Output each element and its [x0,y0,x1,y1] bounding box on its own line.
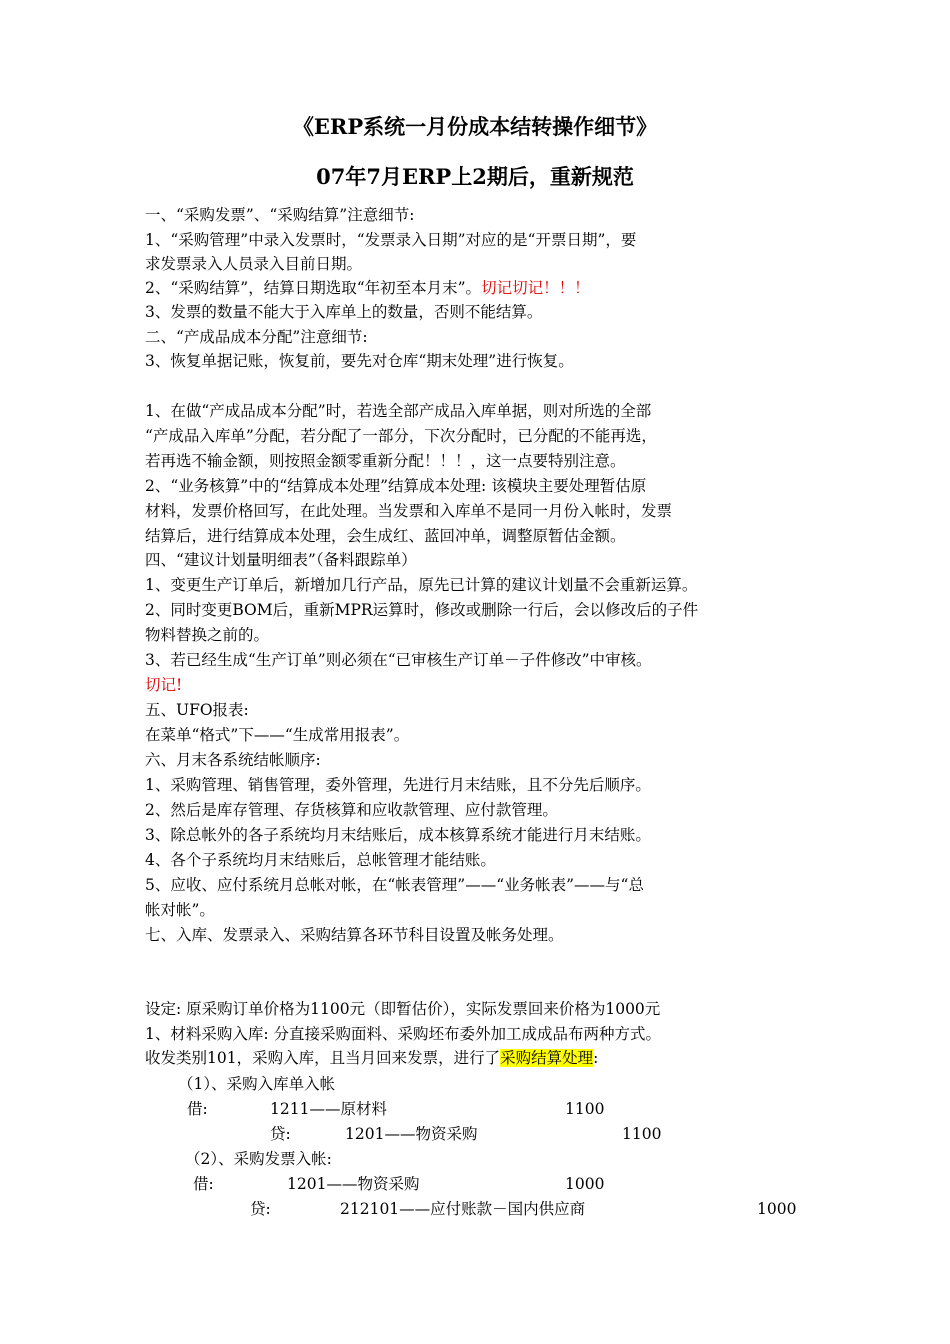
text-line: 3、发票的数量不能大于入库单上的数量，否则不能结算。 [145,303,543,321]
text-line: 若再选不输金额，则按照金额零重新分配！！！，这一点要特别注意。 [145,452,626,470]
text-line: 帐对帐”。 [145,901,215,919]
text-line: 求发票录入人员录入目前日期。 [145,255,363,273]
text-segment: 2、“采购结算”，结算日期选取“年初至本月末”。 [145,279,482,297]
section-6-heading: 六、月末各系统结帐顺序: [145,751,321,769]
text-line: 1、材料采购入库: 分直接采购面料、采购坯布委外加工成成品布两种方式。 [145,1025,662,1043]
highlighted-text: 采购结算处理 [500,1049,594,1067]
entry-1-debit-account: 1211——原材料 [270,1100,387,1118]
section-7-heading: 七、入库、发票录入、采购结算各环节科目设置及帐务处理。 [145,926,564,944]
text-line: 材料，发票价格回写，在此处理。当发票和入库单不是同一月份入帐时，发票 [145,502,673,520]
entry-1-debit-amount: 1100 [565,1100,605,1118]
entry-2-credit-amount: 1000 [757,1200,797,1218]
text-line: 2、然后是库存管理、存货核算和应收款管理、应付款管理。 [145,801,558,819]
text-line: 5、应收、应付系统月总帐对帐，在“帐表管理”——“业务帐表”——与“总 [145,876,644,894]
text-line: 设定: 原采购订单价格为1100元（即暂估价），实际发票回来价格为1000元 [145,1000,661,1018]
text-line: 4、各个子系统均月末结账后，总帐管理才能结账。 [145,851,496,869]
text-line: 在菜单“格式”下——“生成常用报表”。 [145,726,410,744]
entry-1-credit-amount: 1100 [622,1125,662,1143]
entry-1-title: （1）、采购入库单入帐 [178,1075,336,1093]
text-line: 3、恢复单据记账，恢复前，要先对仓库“期末处理”进行恢复。 [145,352,574,370]
entry-1-debit-label: 借: [187,1100,208,1118]
text-line: “产成品入库单”分配，若分配了一部分，下次分配时，已分配的不能再选， [145,427,657,445]
entry-1-credit-account: 1201——物资采购 [345,1125,478,1143]
text-line: 1、“采购管理”中录入发票时，“发票录入日期”对应的是“开票日期”，要 [145,231,637,249]
text-line [145,276,590,300]
text-line: 结算后，进行结算成本处理，会生成红、蓝回冲单，调整原暂估金额。 [145,527,626,545]
entry-2-title: （2）、采购发票入帐: [185,1150,332,1168]
entry-2-debit-label: 借: [193,1175,214,1193]
doc-title: 《ERP系统一月份成本结转操作细节》 [292,114,658,139]
warning-text: 切记切记！！！ [481,279,590,297]
text-line: 物料替换之前的。 [145,626,270,644]
warning-text: 切记! [145,676,183,694]
doc-subtitle: 07年7月ERP上2期后，重新规范 [316,164,634,189]
text-line [145,1046,598,1070]
text-line: 3、若已经生成“生产订单”则必须在“已审核生产订单－子件修改”中审核。 [145,651,652,669]
text-line: 3、除总帐外的各子系统均月末结账后，成本核算系统才能进行月末结账。 [145,826,651,844]
section-4-heading: 四、“建议计划量明细表”（备料跟踪单） [145,551,417,569]
entry-2-credit-label: 贷: [250,1200,271,1218]
text-segment: 收发类别101，采购入库，且当月回来发票，进行了 [145,1049,501,1067]
text-line: 2、同时变更BOM后，重新MPR运算时，修改或删除一行后，会以修改后的子件 [145,601,699,619]
entry-2-debit-amount: 1000 [565,1175,605,1193]
section-1-heading: 一、“采购发票”、“采购结算”注意细节: [145,206,415,224]
entry-2-credit-account: 212101——应付账款－国内供应商 [340,1200,586,1218]
text-line: 1、采购管理、销售管理，委外管理，先进行月末结账，且不分先后顺序。 [145,776,651,794]
text-line: 2、“业务核算”中的“结算成本处理”结算成本处理: 该模块主要处理暂估原 [145,477,647,495]
text-segment: : [593,1049,599,1067]
text-line: 1、变更生产订单后，新增加几行产品，原先已计算的建议计划量不会重新运算。 [145,576,698,594]
entry-1-credit-label: 贷: [270,1125,291,1143]
entry-2-debit-account: 1201——物资采购 [287,1175,420,1193]
section-5-heading: 五、UFO报表: [145,701,249,719]
text-line: 1、在做“产成品成本分配”时，若选全部产成品入库单据，则对所选的全部 [145,402,652,420]
section-2-heading: 二、“产成品成本分配”注意细节: [145,328,368,346]
